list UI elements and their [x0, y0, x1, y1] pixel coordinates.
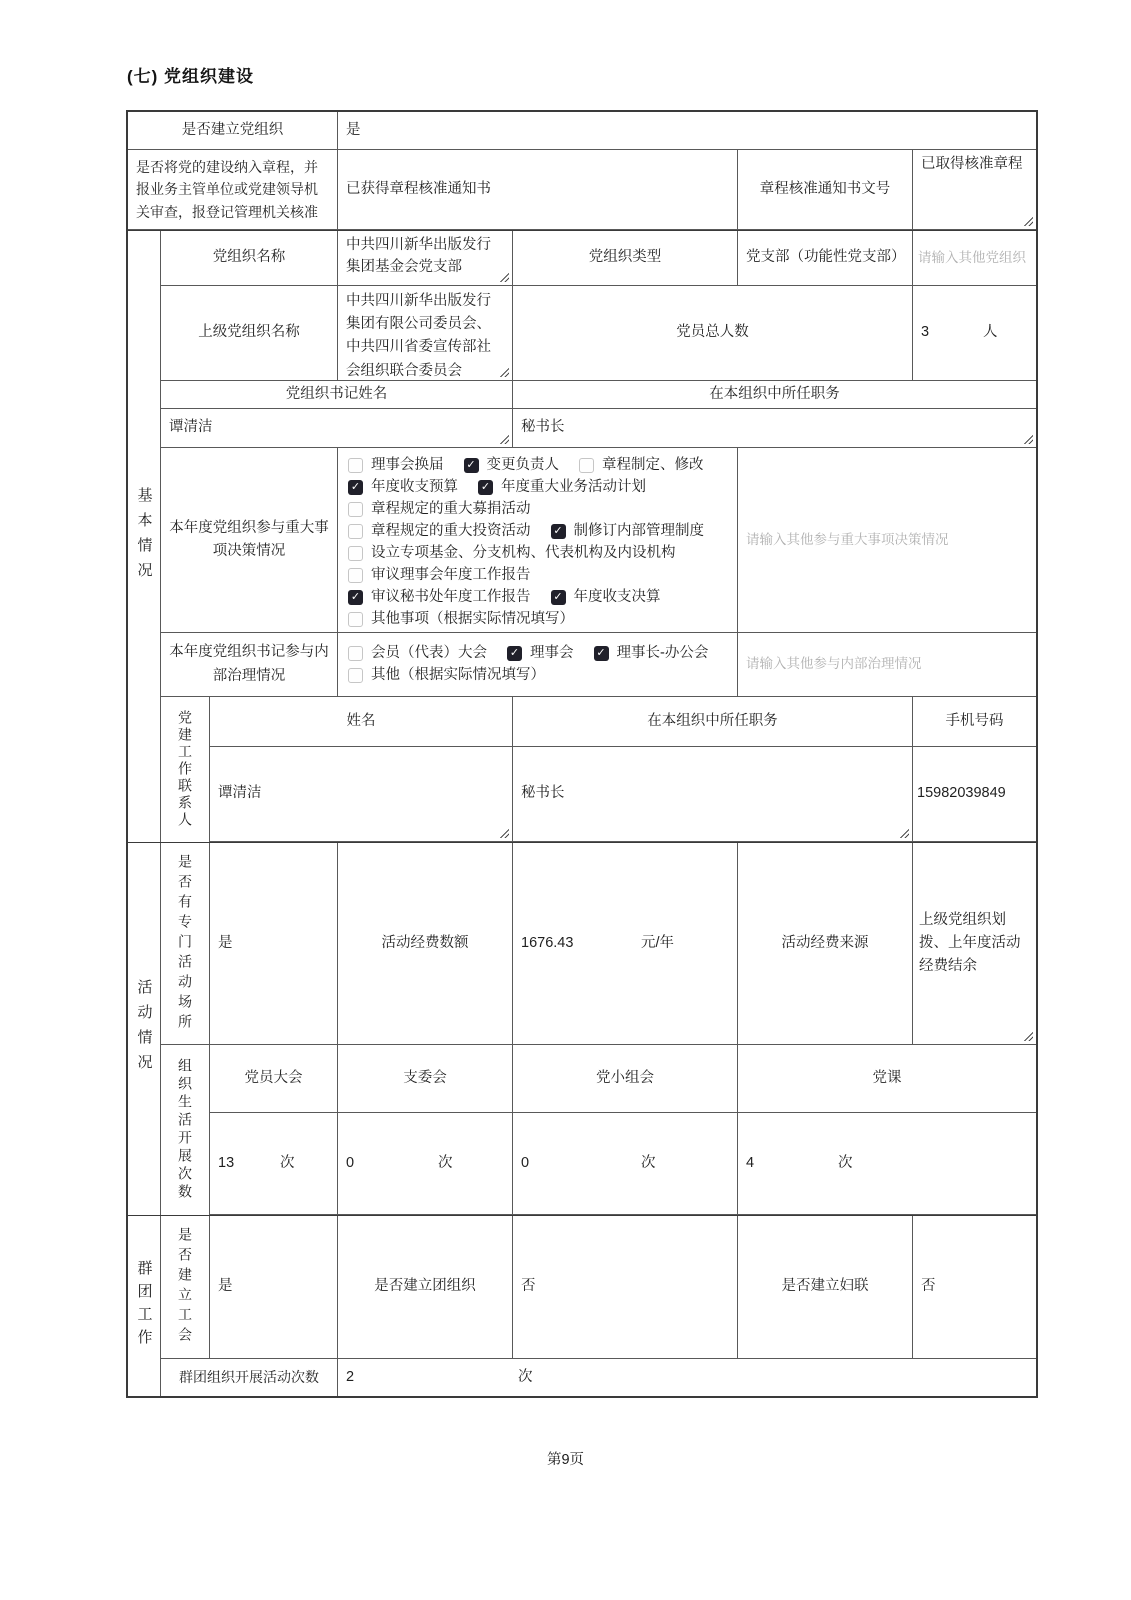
secretary-name-value[interactable]: [161, 409, 513, 448]
contact-phone-header: 手机号码: [913, 697, 1036, 747]
checkbox-item: [348, 521, 531, 542]
activity-group-text: 活动情况: [135, 979, 153, 1079]
checkbox-item: [348, 543, 676, 564]
member-count-unit: 人: [983, 324, 998, 341]
count-unit: 次: [438, 1154, 453, 1171]
venue-label: [161, 843, 210, 1045]
checkbox-unchecked-icon[interactable]: [348, 612, 363, 627]
charter-doc-no-value[interactable]: [913, 150, 1036, 230]
checkbox-label: 设立专项基金、分支机构、代表机构及内设机构: [371, 545, 676, 561]
checkbox-checked-icon[interactable]: [551, 590, 566, 605]
member-count-value[interactable]: [913, 286, 1036, 381]
count-number: 13: [218, 1154, 235, 1171]
decision-participation-label: 本年度党组织参与重大事项决策情况: [161, 448, 338, 633]
checkbox-item: [348, 565, 531, 586]
governance-participation-label: 本年度党组织书记参与内部治理情况: [161, 633, 338, 697]
resize-grip-icon[interactable]: [500, 368, 509, 377]
charter-doc-no-text: 已取得核准章程: [921, 156, 1023, 172]
checkbox-label: 章程制定、修改: [602, 457, 704, 473]
checkbox-label: 理事长-办公会: [616, 645, 709, 661]
parent-org-text: 中共四川新华出版发行集团有限公司委员会、中共四川省委宣传部社会组织联合委员会: [346, 293, 491, 379]
secretary-name-header: 党组织书记姓名: [161, 381, 513, 409]
checkbox-label: 年度收支决算: [573, 589, 661, 605]
checkbox-label: 年度重大业务活动计划: [501, 479, 646, 495]
life-count-group-meeting[interactable]: [513, 1113, 738, 1215]
venue-label-text: 是否有专门活动场所: [177, 853, 193, 1034]
funds-source-value[interactable]: [913, 843, 1036, 1045]
checkbox-checked-icon[interactable]: [348, 590, 363, 605]
charter-notice-value[interactable]: 已获得章程核准通知书: [338, 150, 738, 230]
charter-doc-no-label: 章程核准通知书文号: [738, 150, 913, 230]
checkbox-item: [348, 609, 574, 630]
union-established-label-text: 是否建立工会: [177, 1227, 193, 1347]
secretary-role-value[interactable]: [513, 409, 1036, 448]
life-col-group-meeting: 党小组会: [513, 1045, 738, 1113]
contact-role-header: 在本组织中所任职务: [513, 697, 913, 747]
party-org-established-value[interactable]: 是: [338, 112, 1036, 150]
women-federation-label: 是否建立妇联: [738, 1216, 913, 1359]
parent-org-value[interactable]: [338, 286, 513, 381]
checkbox-label: 其他（根据实际情况填写）: [371, 667, 545, 683]
org-type-other-input[interactable]: 请输入其他党组织: [913, 231, 1036, 286]
count-unit: 次: [518, 1368, 533, 1385]
checkbox-checked-icon[interactable]: [594, 646, 609, 661]
checkbox-checked-icon[interactable]: [464, 458, 479, 473]
contact-name-header: 姓名: [210, 697, 513, 747]
decision-other-input[interactable]: 请输入其他参与重大事项决策情况: [738, 448, 1036, 633]
contact-name-text: 谭清洁: [218, 785, 262, 802]
checkbox-checked-icon[interactable]: [348, 480, 363, 495]
checkbox-label: 制修订内部管理制度: [573, 523, 704, 539]
checkbox-checked-icon[interactable]: [478, 480, 493, 495]
checkbox-unchecked-icon[interactable]: [348, 458, 363, 473]
count-number: 4: [746, 1154, 755, 1171]
basic-info-section: [128, 230, 1036, 842]
activity-section: [128, 842, 1036, 1215]
funds-amount-label: 活动经费数额: [338, 843, 513, 1045]
org-life-label-text: 组织生活开展次数: [177, 1058, 193, 1202]
checkbox-item: [478, 477, 646, 498]
checkbox-item: [507, 643, 574, 664]
funds-source-label: 活动经费来源: [738, 843, 913, 1045]
resize-grip-icon[interactable]: [1024, 435, 1033, 444]
count-number: 2: [346, 1368, 355, 1385]
parent-org-label: 上级党组织名称: [161, 286, 338, 381]
checkbox-label: 审议秘书处年度工作报告: [371, 589, 531, 605]
org-name-text: 中共四川新华出版发行集团基金会党支部: [346, 237, 491, 275]
union-established-value[interactable]: 是: [210, 1216, 338, 1359]
org-name-label: 党组织名称: [161, 231, 338, 286]
count-unit: 次: [280, 1154, 295, 1171]
checkbox-label: 理事会换届: [371, 457, 444, 473]
checkbox-label: 章程规定的重大投资活动: [371, 523, 531, 539]
life-col-member-meeting: 党员大会: [210, 1045, 338, 1113]
resize-grip-icon[interactable]: [500, 435, 509, 444]
contact-name-value[interactable]: [210, 747, 513, 842]
mass-org-group-text: 群团工作: [135, 1260, 153, 1352]
count-unit: 次: [838, 1154, 853, 1171]
life-col-party-class: 党课: [738, 1045, 1036, 1113]
checkbox-item: [348, 499, 531, 520]
checkbox-label: 年度收支预算: [371, 479, 458, 495]
governance-other-input[interactable]: 请输入其他参与内部治理情况: [738, 633, 1036, 697]
mass-activity-count-value[interactable]: [338, 1359, 1036, 1396]
checkbox-item: [348, 665, 545, 686]
checkbox-checked-icon[interactable]: [551, 524, 566, 539]
union-established-label: [161, 1216, 210, 1359]
party-contact-group-label: [161, 697, 210, 842]
checkbox-label: 理事会: [530, 645, 574, 661]
checkbox-unchecked-icon[interactable]: [348, 568, 363, 583]
secretary-role-header: 在本组织中所任职务: [513, 381, 1036, 409]
checkbox-label: 变更负责人: [486, 457, 559, 473]
checkbox-unchecked-icon[interactable]: [348, 524, 363, 539]
checkbox-label: 审议理事会年度工作报告: [371, 567, 531, 583]
basic-info-group-label: [128, 231, 161, 842]
checkbox-item: [579, 455, 704, 476]
org-life-label: [161, 1045, 210, 1215]
secretary-role-text: 秘书长: [521, 419, 565, 436]
charter-inclusion-label: 是否将党的建设纳入章程，并报业务主管单位或党建领导机关审查，报登记管理机关核准: [128, 150, 338, 230]
org-type-value[interactable]: 党支部（功能性党支部）: [738, 231, 913, 286]
party-org-established-label: 是否建立党组织: [128, 112, 338, 150]
contact-phone-value[interactable]: 15982039849: [913, 747, 1036, 842]
org-name-value[interactable]: [338, 231, 513, 286]
resize-grip-icon[interactable]: [1024, 217, 1033, 226]
checkbox-item: [464, 455, 560, 476]
league-established-label: 是否建立团组织: [338, 1216, 513, 1359]
venue-value[interactable]: 是: [210, 843, 338, 1045]
funds-source-text: 上级党组织划拨、上年度活动经费结余: [919, 911, 1021, 975]
checkbox-label: 其他事项（根据实际情况填写）: [371, 611, 574, 627]
resize-grip-icon[interactable]: [900, 829, 909, 838]
basic-info-group-text: 基本情况: [135, 486, 153, 587]
funds-amount-value[interactable]: [513, 843, 738, 1045]
secretary-name-text: 谭清洁: [169, 419, 213, 436]
resize-grip-icon[interactable]: [500, 829, 509, 838]
life-count-party-class[interactable]: [738, 1113, 1036, 1215]
count-unit: 次: [641, 1154, 656, 1171]
women-federation-value[interactable]: 否: [913, 1216, 1036, 1359]
checkbox-item: [348, 587, 531, 608]
count-number: 0: [346, 1154, 355, 1171]
activity-group-label: [128, 843, 161, 1215]
count-number: 0: [521, 1154, 530, 1171]
checkbox-checked-icon[interactable]: [507, 646, 522, 661]
checkbox-label: 章程规定的重大募捐活动: [371, 501, 531, 517]
checkbox-label: 会员（代表）大会: [371, 645, 487, 661]
mass-activity-count-label: 群团组织开展活动次数: [161, 1359, 338, 1396]
page-number: 第9页: [546, 1452, 585, 1468]
life-col-branch-committee: 支委会: [338, 1045, 513, 1113]
checkbox-unchecked-icon[interactable]: [348, 546, 363, 561]
funds-amount-number: 1676.43: [521, 934, 574, 951]
checkbox-unchecked-icon[interactable]: [348, 502, 363, 517]
league-established-value[interactable]: 否: [513, 1216, 738, 1359]
checkbox-unchecked-icon[interactable]: [579, 458, 594, 473]
decision-checkbox-group: [338, 448, 738, 633]
checkbox-item: [551, 521, 705, 542]
party-building-form-table: [126, 110, 1038, 1398]
contact-role-value[interactable]: [513, 747, 913, 842]
funds-amount-unit: 元/年: [641, 934, 675, 951]
checkbox-item: [551, 587, 661, 608]
life-count-branch-committee[interactable]: [338, 1113, 513, 1215]
resize-grip-icon[interactable]: [500, 273, 509, 282]
mass-org-section: [128, 1215, 1036, 1396]
member-count-number: 3: [921, 324, 930, 341]
checkbox-unchecked-icon[interactable]: [348, 646, 363, 661]
checkbox-item: [348, 455, 444, 476]
governance-checkbox-group: [338, 633, 738, 697]
party-contact-group-text: 党建工作联系人: [177, 710, 193, 829]
resize-grip-icon[interactable]: [1024, 1032, 1033, 1041]
mass-org-group-label: [128, 1216, 161, 1396]
org-type-label: 党组织类型: [513, 231, 738, 286]
member-count-label: 党员总人数: [513, 286, 913, 381]
contact-role-text: 秘书长: [521, 785, 565, 802]
checkbox-item: [594, 643, 709, 664]
checkbox-item: [348, 643, 487, 664]
checkbox-item: [348, 477, 458, 498]
checkbox-unchecked-icon[interactable]: [348, 668, 363, 683]
section-title: (七) 党组织建设: [127, 67, 255, 86]
life-count-member-meeting[interactable]: [210, 1113, 338, 1215]
